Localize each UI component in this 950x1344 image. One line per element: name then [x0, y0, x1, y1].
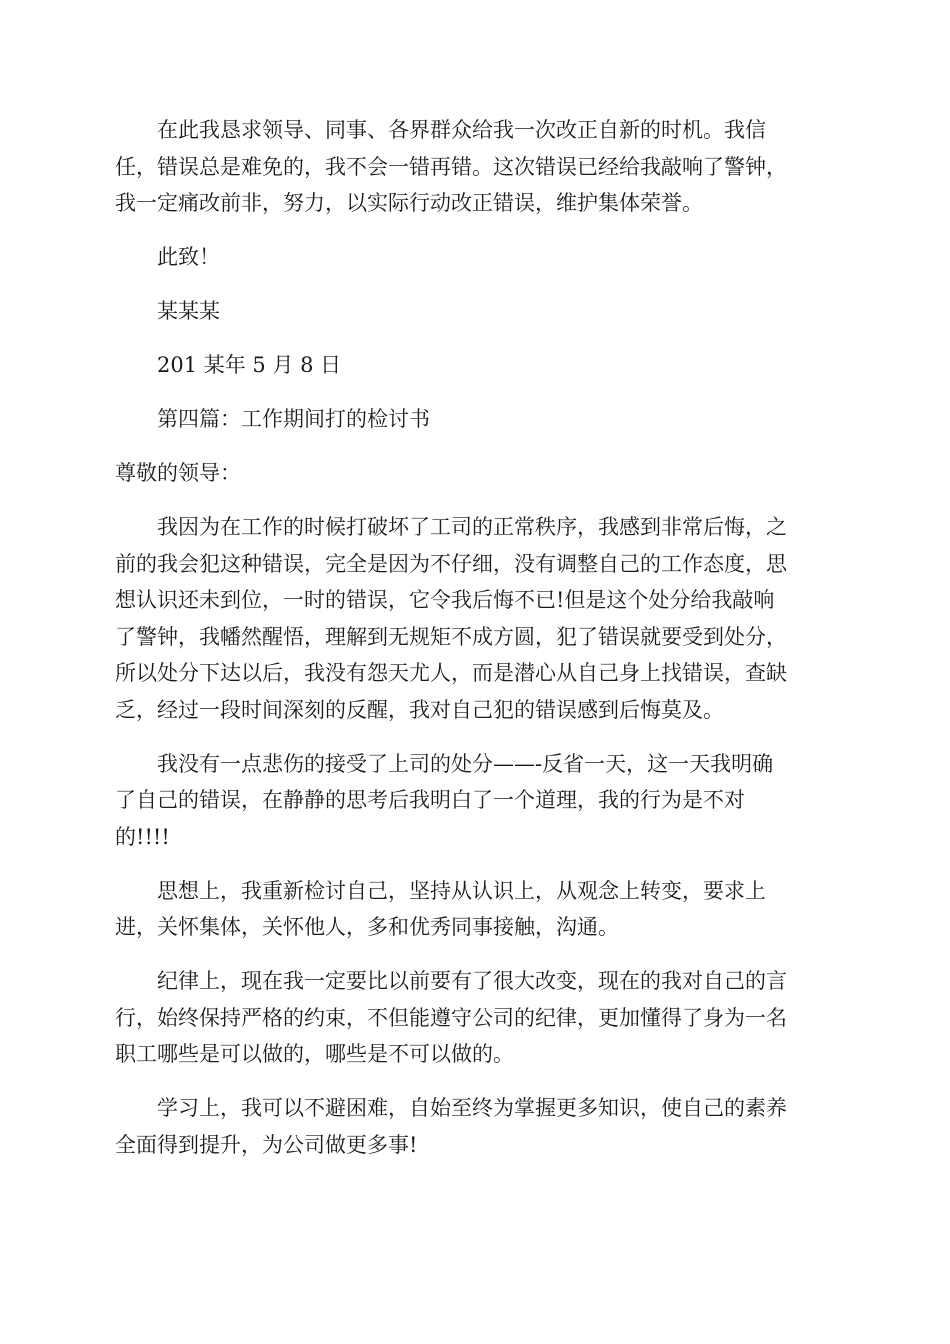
text-line: 某某某 — [157, 299, 220, 323]
text-line: 我没有一点悲伤的接受了上司的处分——-反省一天，这一天我明确 — [157, 751, 774, 776]
text-line: 想认识还未到位，一时的错误，它令我后悔不已!但是这个处分给我敲响 — [115, 588, 775, 612]
paragraph-plea — [115, 112, 840, 222]
text-line: 我因为在工作的时候打破坏了工司的正常秩序，我感到非常后悔，之 — [157, 515, 787, 539]
signature-date — [115, 347, 840, 384]
text-line: 了警钟，我幡然醒悟，理解到无规矩不成方圆，犯了错误就要受到处分， — [115, 624, 787, 649]
text-line: 第四篇：工作期间打的检讨书 — [157, 407, 430, 431]
text-line: 纪律上，现在我一定要比以前要有了很大改变，现在的我对自己的言 — [157, 969, 787, 993]
text-line: 的!!!! — [115, 824, 170, 849]
text-line: 尊敬的领导： — [115, 461, 241, 485]
closing-salutation — [115, 239, 840, 276]
text-line: 全面得到提升，为公司做更多事! — [115, 1132, 418, 1157]
text-line: 乏，经过一段时间深刻的反醒，我对自己犯的错误感到后悔莫及。 — [115, 697, 724, 722]
text-line: 201 某年 5 月 8 日 — [157, 353, 342, 377]
paragraph-thought — [115, 873, 840, 946]
text-line: 任，错误总是难免的，我不会一错再错。这次错误已经给我敲响了警钟， — [115, 154, 787, 179]
document-page — [115, 112, 840, 1181]
signature-name — [115, 293, 840, 330]
text-line: 进，关怀集体，关怀他人，多和优秀同事接触，沟通。 — [115, 915, 619, 939]
paragraph-confession — [115, 509, 840, 728]
text-line: 学习上，我可以不避困难，自始至终为掌握更多知识，使自己的素养 — [157, 1096, 787, 1120]
text-line: 在此我恳求领导、同事、各界群众给我一次改正自新的时机。我信 — [157, 118, 766, 142]
greeting — [115, 455, 840, 492]
text-line: 前的我会犯这种错误，完全是因为不仔细，没有调整自己的工作态度，思 — [115, 551, 787, 576]
paragraph-study — [115, 1090, 840, 1163]
text-line: 职工哪些是可以做的，哪些是不可以做的。 — [115, 1042, 514, 1066]
text-line: 所以处分下达以后，我没有怨天尤人，而是潜心从自己身上找错误，查缺 — [115, 661, 787, 685]
text-line: 此致！ — [157, 245, 220, 269]
text-line: 思想上，我重新检讨自己，坚持从认识上，从观念上转变，要求上 — [157, 878, 766, 903]
text-line: 我一定痛改前非，努力，以实际行动改正错误，维护集体荣誉。 — [115, 191, 703, 215]
text-line: 行，始终保持严格的约束，不但能遵守公司的纪律，更加懂得了身为一名 — [115, 1005, 787, 1030]
paragraph-acceptance — [115, 746, 840, 856]
text-line: 了自己的错误，在静静的思考后我明白了一个道理，我的行为是不对 — [115, 788, 745, 812]
section-heading — [115, 401, 840, 438]
paragraph-discipline — [115, 963, 840, 1073]
